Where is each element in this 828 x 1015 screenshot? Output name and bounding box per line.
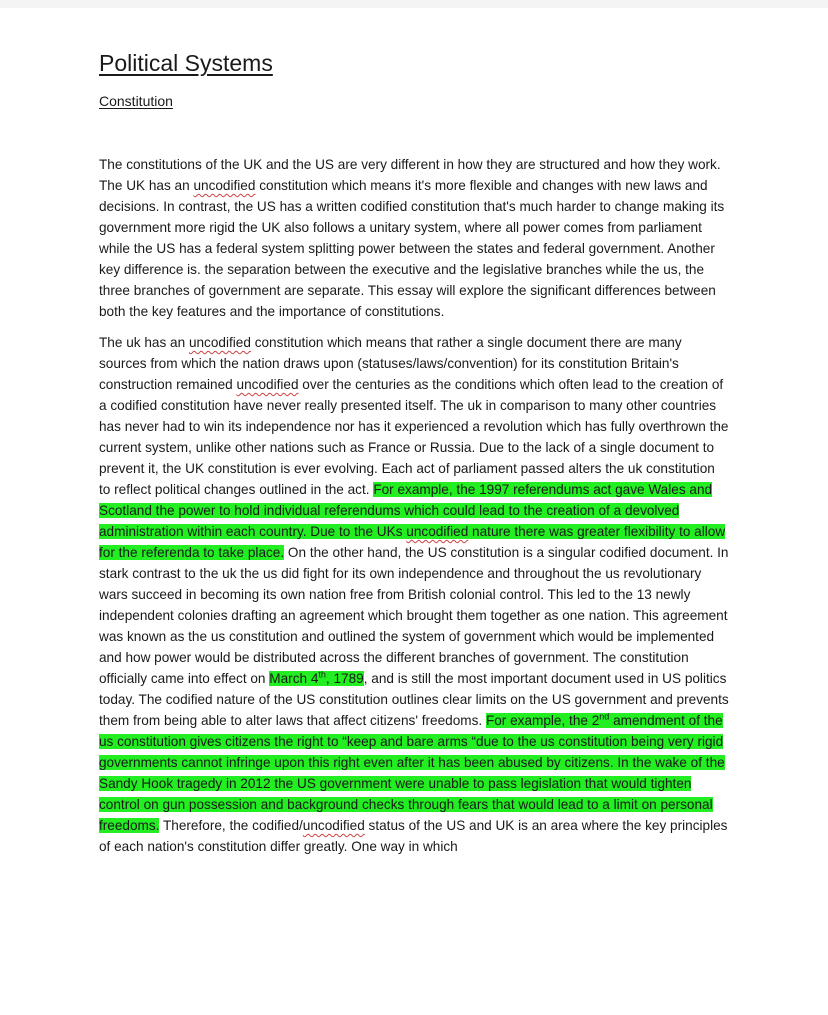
highlight-part: For example, the 2	[485, 713, 600, 728]
text-run: constitution which means it's more flexible and changes with new laws and decisions. In contrast, the US has a written codified constitution that's much harder to change making its government more rigid the UK also follows a unitary system, where all power comes from parliament while the US has a federal system splitting power between the states and federal government. Another key difference is. the separation between the executive and the legislative branches while the us, the three branches of government are separate. This essay will explore the significant differences between both the key features and the importance of constitutions.	[99, 178, 725, 319]
text-run: constitution which means that rather a single document there are many sources from which the nation draws upon (statuses/laws/convention) for its constitution Britain's construction remained	[99, 335, 682, 392]
text-run: The uk has an	[99, 335, 189, 350]
ordinal-suffix: th	[318, 669, 326, 680]
highlighted-text: For example, the 1997 referendums act gave Wales and Scotland the power to hold individual referendums which could lead to the creation of a devolved administration within each country. Due to the UKs	[99, 482, 713, 539]
text-run: over the centuries as the conditions which often lead to the creation of a codified constitution have never really presented itself. The uk in comparison to many other countries has never had to win its independence nor has it experienced a revolution which has fully overthrown the current system, unlike other nations such as France or Russia. Due to the lack of a single document to prevent it, the UK constitution is ever evolving. Each act of parliament passed alters the uk constitution to reflect political changes outlined in the act.	[99, 377, 729, 497]
spellcheck-flagged-word: uncodified	[193, 178, 256, 193]
highlight-part: amendment of the us constitution gives citizens the right to “keep and bare arms “due to the us constitution being very rigid governments cannot infringe upon this right even after it has been abused by citizens. In the wake of the Sandy Hook tragedy in 2012 the US government were unable to pass legislation that would tighten control on gun possession and background checks through fears that would lead to a limit on personal freedoms.	[99, 713, 725, 833]
spellcheck-flagged-word: uncodified	[302, 818, 365, 833]
highlighted-date	[269, 671, 363, 686]
spellcheck-flagged-word: uncodified	[188, 335, 251, 350]
document-page	[99, 48, 729, 857]
date-year: , 1789	[325, 671, 364, 686]
text-run: On the other hand, the US constitution is a singular codified document. In stark contrast to the uk the us did fight for its own independence and throughout the us revolutionary wars succeed in becoming its own nation free from British colonial control. This led to the 13 newly independent colonies drafting an agreement which brought them together as one nation. This agreement was known as the us constitution and outlined the system of government which would be implemented and how power would be distributed across the different branches of government. The constitution officially came into effect on	[99, 545, 729, 686]
intro-paragraph	[99, 154, 729, 322]
section-heading: Constitution	[99, 93, 173, 109]
highlighted-text	[99, 713, 725, 833]
text-run: , and is still the most important document used in US politics today. The codified nature of the US constitution outlines clear limits on the US government and prevents them from being able to alter laws that affect citizens' freedoms.	[99, 671, 729, 728]
text-run: Therefore, the codified/	[159, 818, 303, 833]
document-title: Political Systems	[99, 50, 273, 76]
spellcheck-flagged-word: uncodified	[236, 377, 299, 392]
ordinal-suffix: nd	[599, 711, 610, 722]
highlighted-flagged-word: uncodified	[406, 524, 469, 539]
text-run: status of the US and UK is an area where the key principles of each nation's constitution differ greatly. One way in which	[99, 818, 728, 854]
highlighted-text: nature there was greater flexibility to allow for the referenda to take place.	[99, 524, 726, 560]
top-edge-strip	[0, 0, 828, 8]
text-run: The constitutions of the UK and the US are very different in how they are structured and how they work. The UK has an	[99, 157, 721, 193]
body-paragraph	[99, 332, 729, 857]
date-month: March 4	[269, 671, 319, 686]
